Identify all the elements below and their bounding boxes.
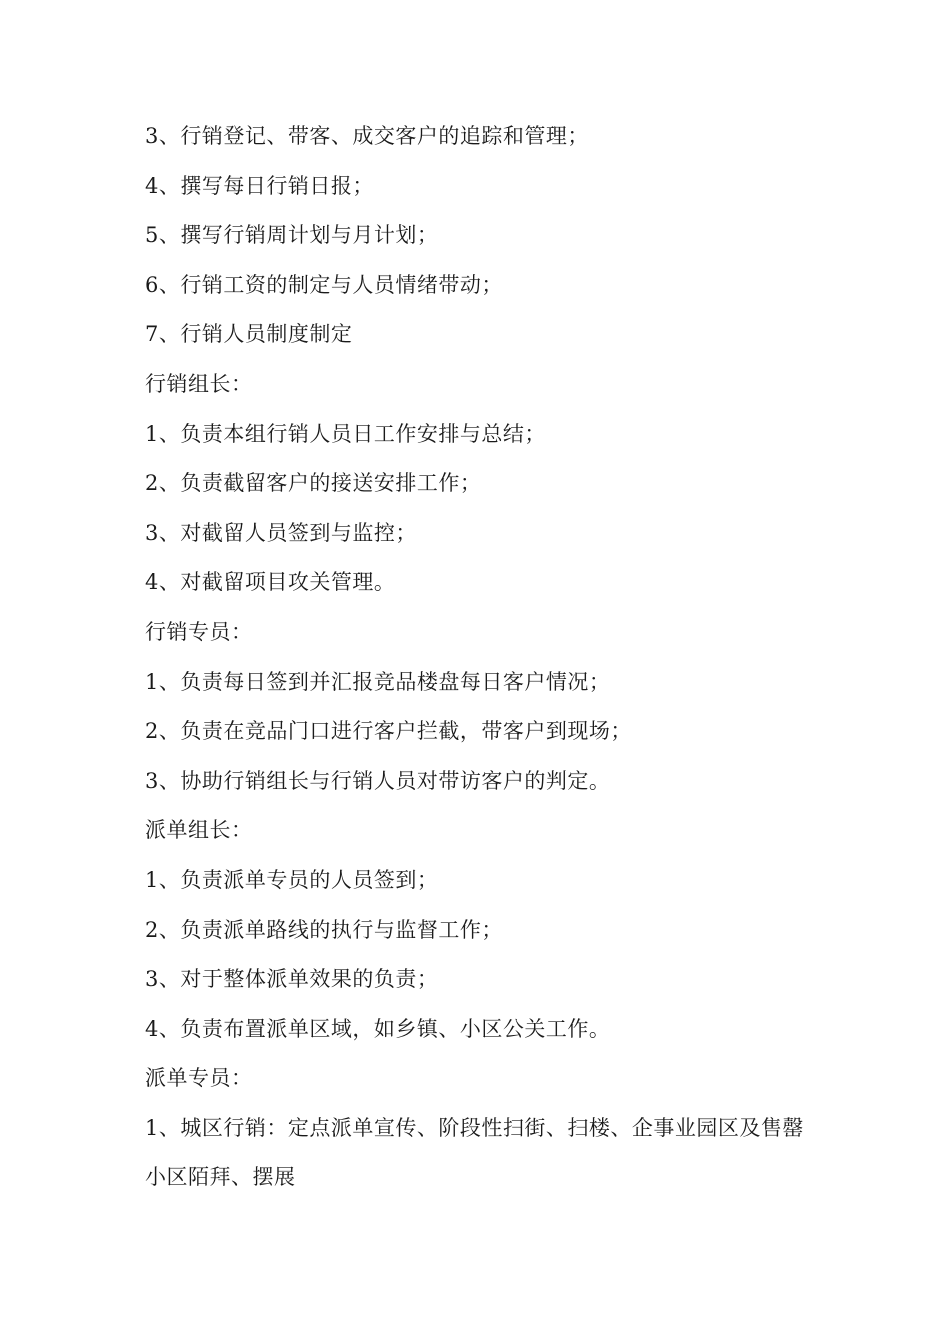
list-item: 2、负责在竞品门口进行客户拦截，带客户到现场；: [145, 719, 632, 744]
list-item: 4、对截留项目攻关管理。: [145, 570, 396, 595]
section-heading: 派单专员：: [145, 1066, 253, 1091]
list-item: 3、协助行销组长与行销人员对带访客户的判定。: [145, 768, 611, 793]
list-item: 1、负责本组行销人员日工作安排与总结；: [145, 421, 546, 446]
list-item: 4、撰写每日行销日报；: [145, 173, 374, 198]
list-item: 3、行销登记、带客、成交客户的追踪和管理；: [145, 124, 589, 148]
list-item: 3、对于整体派单效果的负责；: [145, 967, 439, 992]
list-item: 1、城区行销：定点派单宣传、阶段性扫街、扫楼、企事业园区及售罄: [145, 1115, 804, 1140]
section-heading: 行销组长：: [145, 371, 253, 396]
list-item-continuation: 小区陌拜、摆展: [145, 1165, 296, 1190]
section-heading: 派单组长：: [145, 818, 253, 843]
list-item: 2、负责截留客户的接送安排工作；: [145, 471, 482, 496]
list-item: 2、负责派单路线的执行与监督工作；: [145, 917, 503, 942]
list-item: 5、撰写行销周计划与月计划；: [145, 223, 439, 248]
list-item: 3、对截留人员签到与监控；: [145, 520, 417, 545]
list-item: 1、负责每日签到并汇报竞品楼盘每日客户情况；: [145, 669, 611, 694]
list-item: 6、行销工资的制定与人员情绪带动；: [145, 272, 503, 297]
section-heading: 行销专员：: [145, 619, 253, 644]
document-body: [145, 118, 825, 1209]
list-item: 1、负责派单专员的人员签到；: [145, 867, 439, 892]
list-item: 7、行销人员制度制定: [145, 322, 353, 347]
list-item: 4、负责布置派单区域，如乡镇、小区公关工作。: [145, 1016, 611, 1041]
